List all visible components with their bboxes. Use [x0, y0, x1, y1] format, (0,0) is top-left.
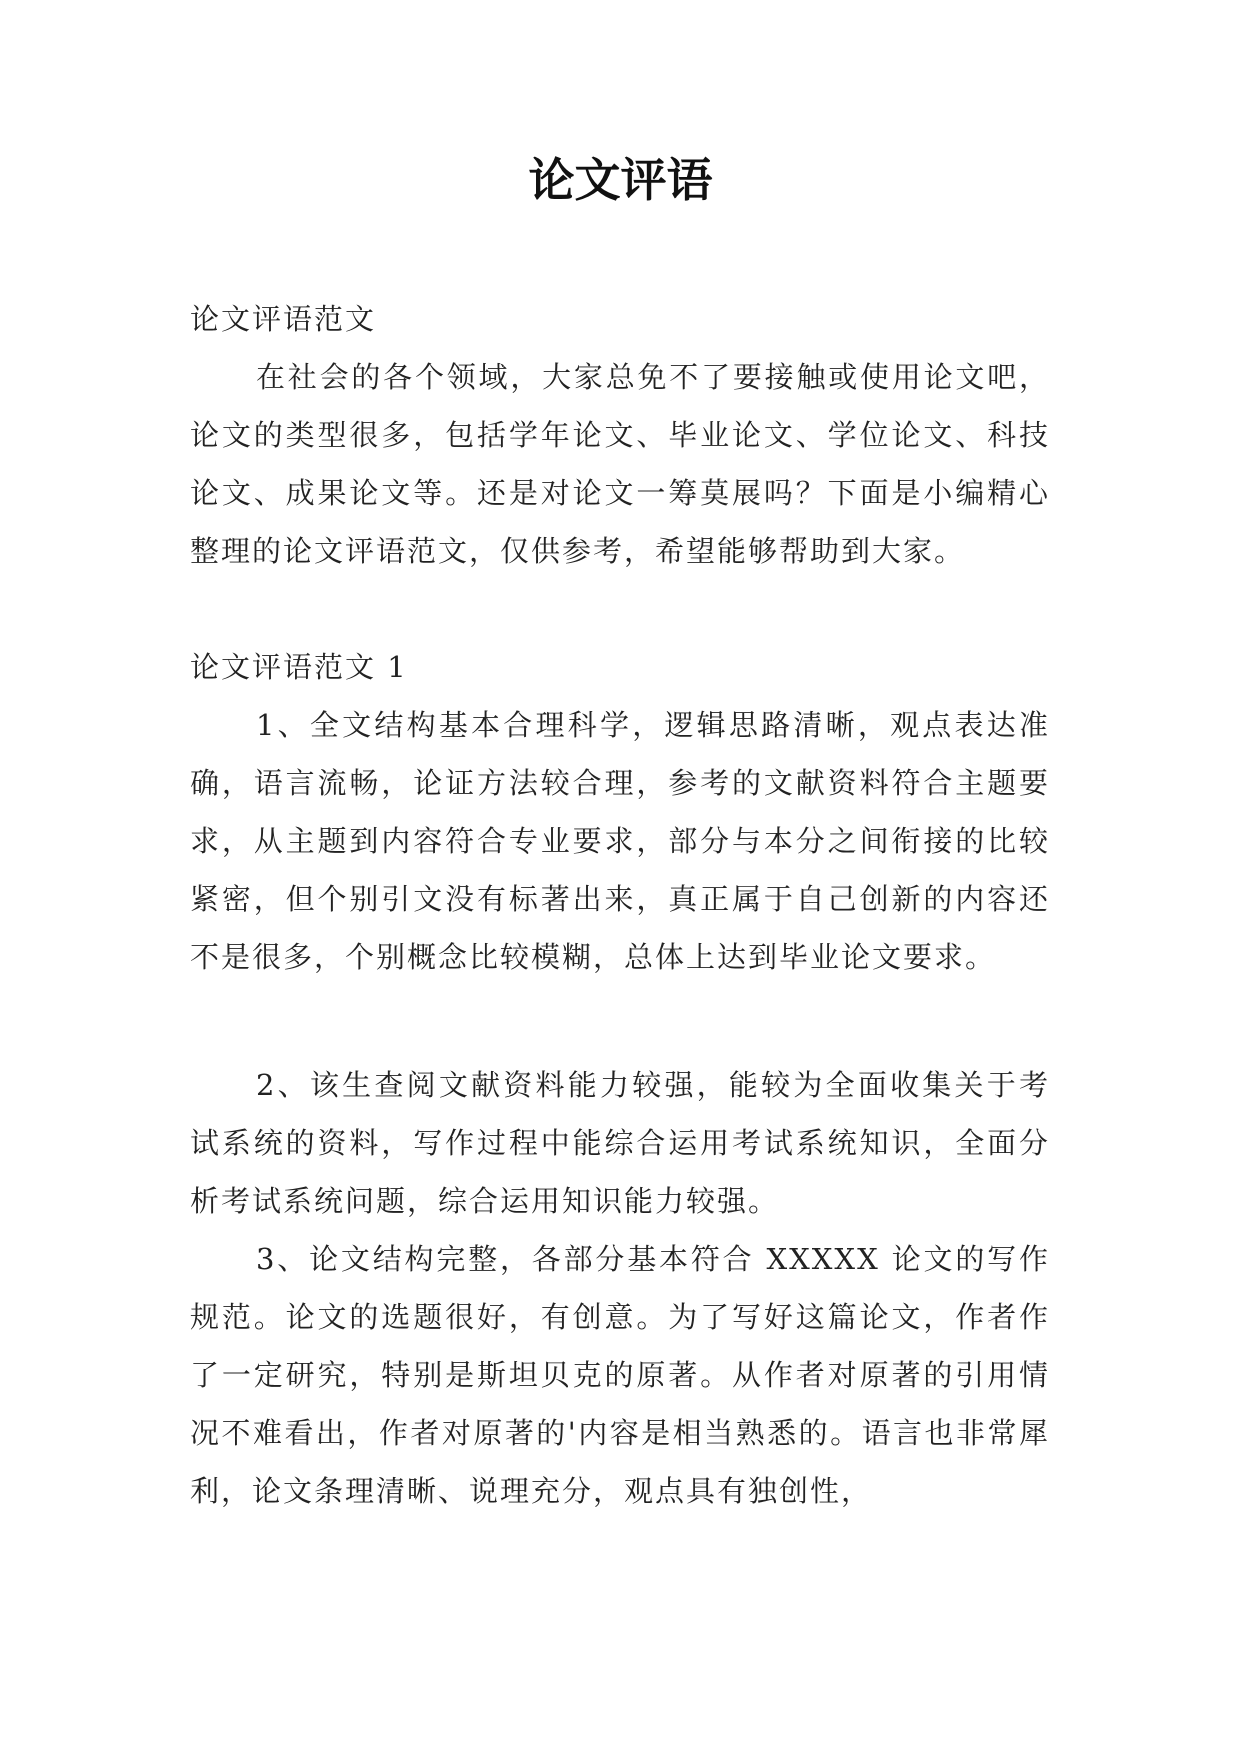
comment-item-3: 3、论文结构完整，各部分基本符合 XXXXX 论文的写作规范。论文的选题很好，有创意。为了写好这篇论文，作者作了一定研究，特别是斯坦贝克的原著。从作者对原著的引用情况不难看出，作者对原著的'内容是相当熟悉的。语言也非常犀利，论文条理清晰、说理充分，观点具有独创性， — [190, 1242, 1050, 1508]
intro-paragraph: 在社会的各个领域，大家总免不了要接触或使用论文吧，论文的类型很多，包括学年论文、毕业论文、学位论文、科技论文、成果论文等。还是对论文一筹莫展吗？下面是小编精心整理的论文评语范文，仅供参考，希望能够帮助到大家。 — [190, 360, 1050, 568]
spacer — [190, 986, 1050, 1056]
intro-heading: 论文评语范文 — [190, 302, 377, 336]
document-body — [190, 290, 1050, 1520]
section1-heading: 论文评语范文 1 — [190, 650, 408, 684]
document-title: 论文评语 — [528, 153, 713, 207]
comment-item-1: 1、全文结构基本合理科学，逻辑思路清晰，观点表达准确，语言流畅，论证方法较合理，参考的文献资料符合主题要求，从主题到内容符合专业要求，部分与本分之间衔接的比较紧密，但个别引文没有标著出来，真正属于自己创新的内容还不是很多，个别概念比较模糊，总体上达到毕业论文要求。 — [190, 708, 1050, 974]
comment-item-2: 2、该生查阅文献资料能力较强，能较为全面收集关于考试系统的资料，写作过程中能综合运用考试系统知识，全面分析考试系统问题，综合运用知识能力较强。 — [190, 1068, 1050, 1218]
spacer — [190, 580, 1050, 638]
